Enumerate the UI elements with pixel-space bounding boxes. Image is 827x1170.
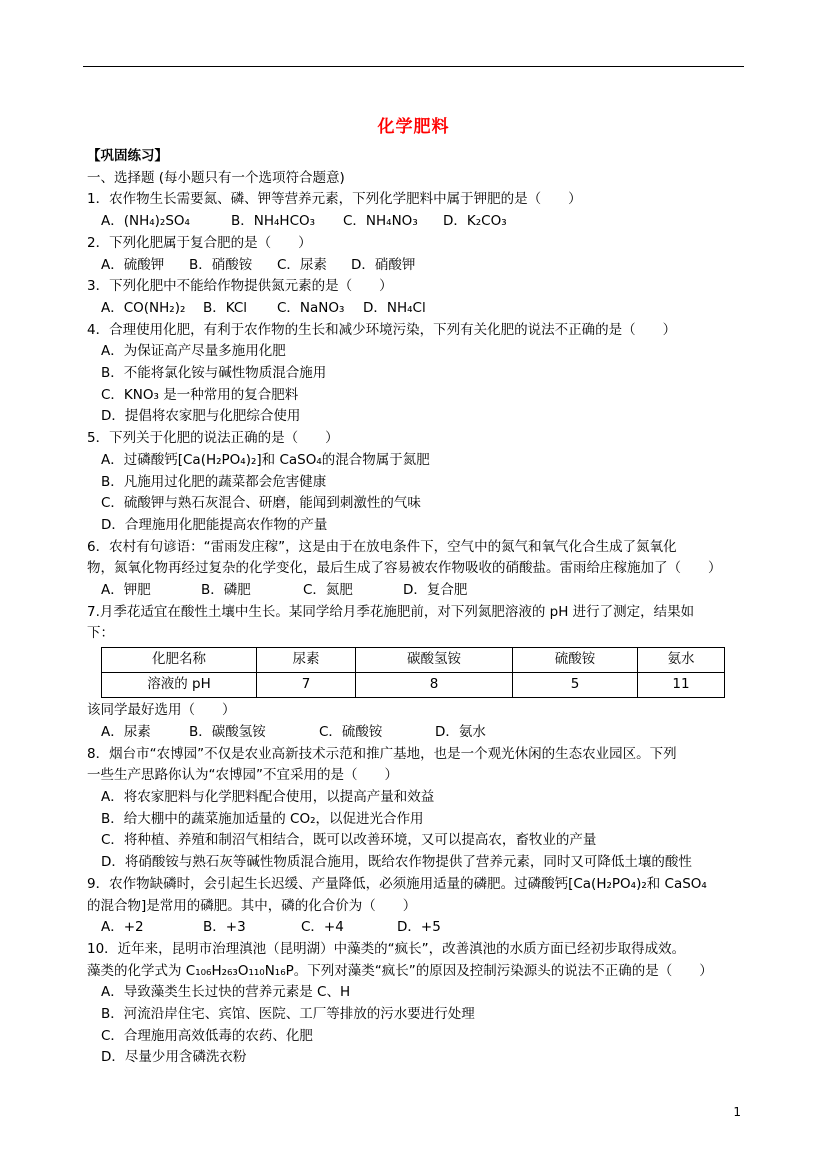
question-8-option-a: A．将农家肥料与化学肥料配合使用，以提高产量和效益 <box>101 788 435 805</box>
option-d: D．K₂CO₃ <box>443 213 507 230</box>
question-6-options <box>87 580 759 602</box>
option-b: B．NH₄HCO₃ <box>231 213 316 230</box>
question-5-option-b: B．凡施用过化肥的蔬菜都会危害健康 <box>101 473 327 490</box>
question-4-stem: 4．合理使用化肥，有利于农作物的生长和减少环境污染，下列有关化肥的说法不正确的是（ ） <box>87 321 677 338</box>
table-cell: 8 <box>356 673 513 698</box>
option-c: C．尿素 <box>277 256 327 273</box>
option-c: C．硫酸铵 <box>319 723 383 740</box>
section-heading: 【巩固练习】 <box>87 148 168 164</box>
option-d: D．+5 <box>397 919 441 936</box>
question-2-options <box>87 255 759 277</box>
question-8-option-d: D．将硝酸铵与熟石灰等碱性物质混合施用，既给农作物提供了营养元素，同时又可降低土壤的酸性 <box>101 854 692 871</box>
question-5-option-a: A．过磷酸钙[Ca(H₂PO₄)₂]和 CaSO₄的混合物属于氮肥 <box>101 451 430 468</box>
question-7-stem-line-3: 该同学最好选用（ ） <box>87 702 236 719</box>
question-4-option-d: D．提倡将农家肥与化肥综合使用 <box>101 408 301 425</box>
option-d: D．复合肥 <box>403 582 468 599</box>
option-a: A．CO(NH₂)₂ <box>101 299 186 316</box>
option-c: C．NH₄NO₃ <box>343 213 418 230</box>
option-c: C．NaNO₃ <box>277 299 345 316</box>
question-8-stem-line-2: 一些生产思路你认为“农博园”不宜采用的是（ ） <box>87 767 398 784</box>
question-6-stem-line-2: 物，氮氧化物再经过复杂的化学变化，最后生成了容易被农作物吸收的硝酸盐。雷雨给庄稼施加了（ ） <box>87 560 722 577</box>
table-cell: 5 <box>513 673 638 698</box>
option-d: D．氨水 <box>435 723 486 740</box>
option-b: B．+3 <box>203 919 246 936</box>
option-a: A．硫酸钾 <box>101 256 165 273</box>
table-row <box>102 673 725 698</box>
question-9-options <box>87 917 759 939</box>
option-d: D．硝酸钾 <box>351 256 416 273</box>
question-4-option-c: C．KNO₃ 是一种常用的复合肥料 <box>101 386 299 403</box>
question-7-stem-line-2: 下： <box>87 625 114 642</box>
table-header-row <box>102 648 725 673</box>
table-cell: 尿素 <box>257 648 356 673</box>
document-body <box>87 146 759 1069</box>
question-4-option-b: B．不能将氯化铵与碱性物质混合施用 <box>101 365 327 382</box>
header-rule <box>83 66 744 67</box>
option-b: B．碳酸氢铵 <box>189 723 266 740</box>
question-4-option-a: A．为保证高产尽量多施用化肥 <box>101 343 286 360</box>
table-cell: 溶液的 pH <box>102 673 257 698</box>
question-8-option-b: B．给大棚中的蔬菜施加适量的 CO₂，以促进光合作用 <box>101 810 424 827</box>
question-10-option-c: C．合理施用高效低毒的农药、化肥 <box>101 1027 313 1044</box>
part-heading: 一、选择题 (每小题只有一个选项符合题意) <box>87 169 345 186</box>
table-cell: 7 <box>257 673 356 698</box>
option-a: A．+2 <box>101 919 144 936</box>
option-b: B．磷肥 <box>201 582 251 599</box>
option-a: A．尿素 <box>101 723 151 740</box>
page-title: 化学肥料 <box>377 117 450 137</box>
question-10-option-b: B．河流沿岸住宅、宾馆、医院、工厂等排放的污水要进行处理 <box>101 1006 475 1023</box>
table-cell: 硫酸铵 <box>513 648 638 673</box>
question-5-option-d: D．合理施用化肥能提高农作物的产量 <box>101 516 328 533</box>
question-8-stem-line-1: 8．烟台市“农博园”不仅是农业高新技术示范和推广基地，也是一个观光休闲的生态农业园区。下列 <box>87 745 677 762</box>
question-10-option-d: D．尽量少用含磷洗衣粉 <box>101 1049 247 1066</box>
question-3-stem: 3．下列化肥中不能给作物提供氮元素的是（ ） <box>87 278 393 295</box>
question-9-stem-line-1: 9．农作物缺磷时，会引起生长迟缓、产量降低，必须施用适量的磷肥。过磷酸钙[Ca(H₂PO₄)₂和 CaSO₄ <box>87 875 707 892</box>
option-d: D．NH₄Cl <box>363 299 426 316</box>
question-10-option-a: A．导致藻类生长过快的营养元素是 C、H <box>101 984 351 1001</box>
table-cell: 碳酸氢铵 <box>356 648 513 673</box>
table-cell: 化肥名称 <box>102 648 257 673</box>
option-c: C．氮肥 <box>303 582 353 599</box>
question-7-options <box>87 722 759 744</box>
table-cell: 氨水 <box>638 648 725 673</box>
question-10-stem-line-1: 10．近年来，昆明市治理滇池（昆明湖）中藻类的“疯长”，改善滇池的水质方面已经初步取得成效。 <box>87 940 686 957</box>
option-b: B．硝酸铵 <box>189 256 253 273</box>
page-number: 1 <box>733 1105 741 1119</box>
question-9-stem-line-2: 的混合物]是常用的磷肥。其中，磷的化合价为（ ） <box>87 897 417 914</box>
question-5-stem: 5．下列关于化肥的说法正确的是（ ） <box>87 430 339 447</box>
option-a: A．(NH₄)₂SO₄ <box>101 213 190 230</box>
question-10-stem-line-2: 藻类的化学式为 C₁₀₆H₂₆₃O₁₁₀N₁₆P。下列对藻类“疯长”的原因及控制污染源头的说法不正确的是（ ） <box>87 962 713 979</box>
question-2-stem: 2．下列化肥属于复合肥的是（ ） <box>87 234 312 251</box>
question-5-option-c: C．硫酸钾与熟石灰混合、研磨，能闻到刺激性的气味 <box>101 495 421 512</box>
option-a: A．钾肥 <box>101 582 151 599</box>
option-c: C．+4 <box>301 919 344 936</box>
option-b: B．KCl <box>203 299 248 316</box>
question-1-options <box>87 211 759 233</box>
question-6-stem-line-1: 6．农村有句谚语：“雷雨发庄稼”，这是由于在放电条件下，空气中的氮气和氧气化合生成了氮氧化 <box>87 538 677 555</box>
question-7-stem-line-1: 7.月季花适宜在酸性土壤中生长。某同学给月季花施肥前，对下列氮肥溶液的 pH 进行了测定，结果如 <box>87 603 695 620</box>
question-8-option-c: C．将种植、养殖和制沼气相结合，既可以改善环境，又可以提高农，畜牧业的产量 <box>101 832 597 849</box>
table-cell: 11 <box>638 673 725 698</box>
question-1-stem: 1．农作物生长需要氮、磷、钾等营养元素，下列化学肥料中属于钾肥的是（ ） <box>87 191 582 208</box>
question-3-options <box>87 298 759 320</box>
ph-table <box>101 647 725 698</box>
